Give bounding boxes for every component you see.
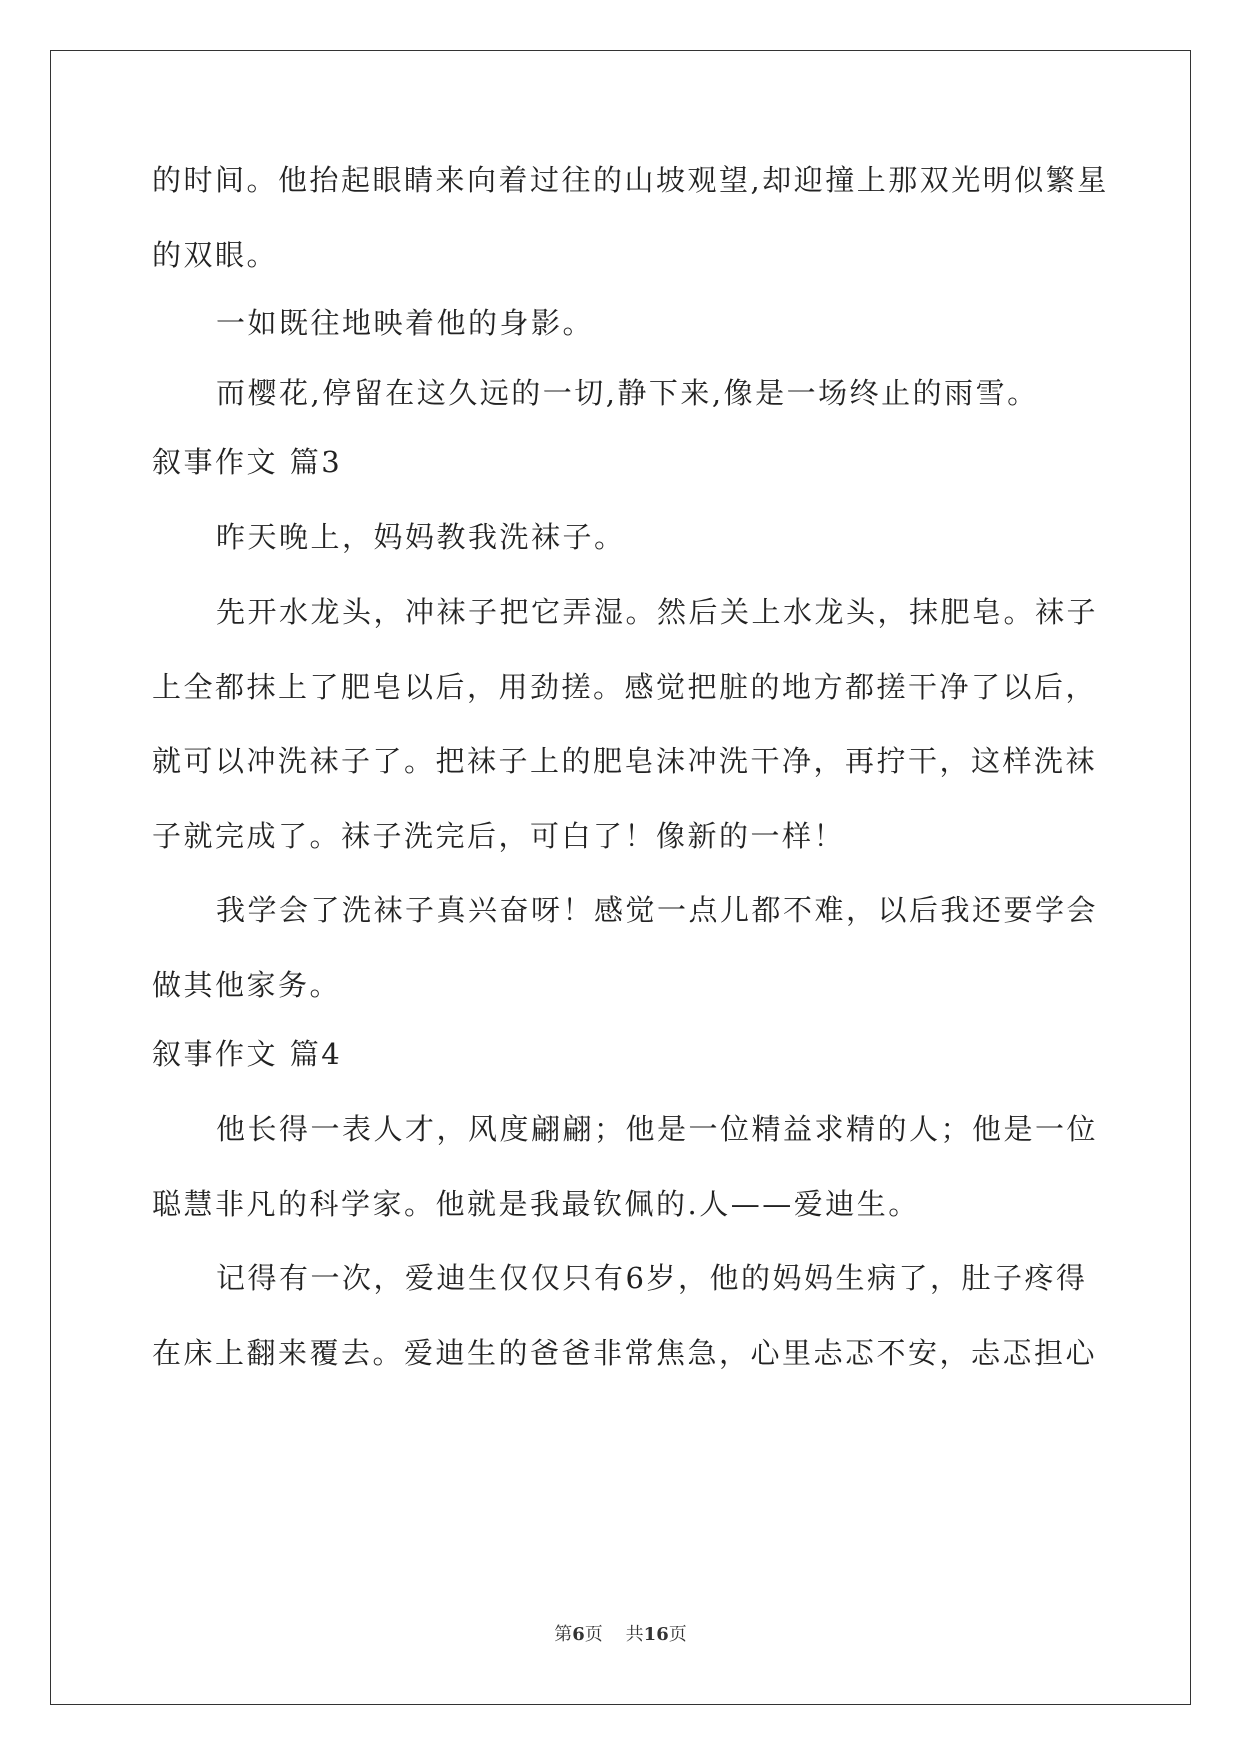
text-line: 昨天晚上，妈妈教我洗袜子。 xyxy=(216,520,626,554)
text-line: 做其他家务。 xyxy=(152,968,342,1002)
text-line: 上全都抹上了肥皂以后，用劲搓。感觉把脏的地方都搓干净了以后， xyxy=(152,670,1098,704)
text-line: 而樱花,停留在这久远的一切,静下来,像是一场终止的雨雪。 xyxy=(216,376,1039,410)
text-line: 的时间。他抬起眼睛来向着过往的山坡观望,却迎撞上那双光明似繁星 xyxy=(152,163,1109,197)
text-line: 就可以冲洗袜子了。把袜子上的肥皂沫冲洗干净，再拧干，这样洗袜 xyxy=(152,744,1098,778)
page-footer xyxy=(0,1620,1241,1646)
text-line: 我学会了洗袜子真兴奋呀！感觉一点儿都不难，以后我还要学会 xyxy=(216,893,1099,927)
text-line: 在床上翻来覆去。爱迪生的爸爸非常焦急，心里忐忑不安，忐忑担心 xyxy=(152,1336,1098,1370)
text-line: 先开水龙头，冲袜子把它弄湿。然后关上水龙头，抹肥皂。袜子 xyxy=(216,595,1099,629)
text-line: 聪慧非凡的科学家。他就是我最钦佩的.人——爱迪生。 xyxy=(152,1187,920,1221)
footer-total-unit: 页 xyxy=(668,1624,687,1645)
section-heading: 叙事作文 篇3 xyxy=(152,445,343,479)
text-line: 他长得一表人才，风度翩翩；他是一位精益求精的人；他是一位 xyxy=(216,1112,1099,1146)
total-page-number: 16 xyxy=(643,1624,669,1645)
page-border xyxy=(50,50,1191,1705)
footer-total-prefix: 共 xyxy=(625,1624,644,1645)
text-line: 的双眼。 xyxy=(152,238,279,272)
section-heading: 叙事作文 篇4 xyxy=(152,1037,343,1071)
text-line: 一如既往地映着他的身影。 xyxy=(216,306,595,340)
footer-prefix: 第 xyxy=(554,1624,573,1645)
footer-page-unit: 页 xyxy=(584,1624,603,1645)
text-line: 子就完成了。袜子洗完后，可白了！像新的一样！ xyxy=(152,819,846,853)
text-line: 记得有一次，爱迪生仅仅只有6岁，他的妈妈生病了，肚子疼得 xyxy=(216,1261,1088,1295)
current-page-number: 6 xyxy=(572,1624,585,1645)
